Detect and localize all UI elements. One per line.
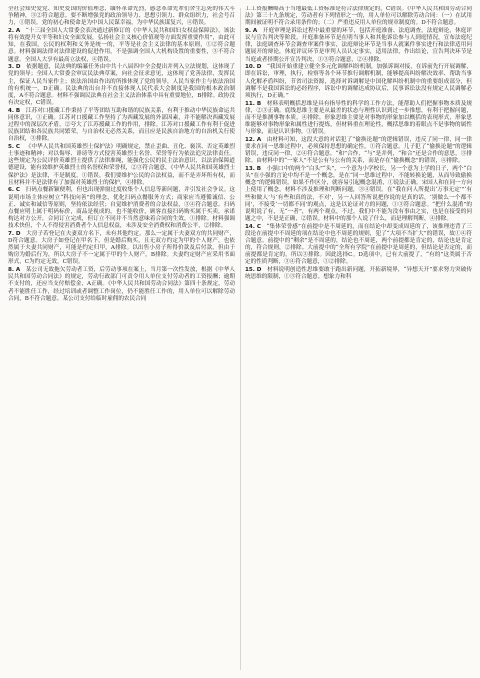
answer-letter: B (15, 107, 21, 114)
answer-letter: A (252, 27, 258, 34)
question-number: 3. (8, 64, 15, 71)
answer-item (8, 144, 235, 187)
answer-item (8, 64, 235, 107)
explanation-text: “集体荣誉感”在前提中是不周延的，而在结论中却变成周延的了，该推理违背了三段论在前提中不周延的项在结论中也不周延的规则，犯了“大项不当扩大”的错误，故①④符合题意。前提中的“剩余”是不周延的，结论也不周延，两个前提都是肯定的，结论也是肯定的，符合规则，②排除。大前提中的“全所有学院”在前提中是周延的，但结论是否定的，而前提都是肯定的，所以③排除。因此选择C。D选项中，已有大前提了，“有的”这类属于否定的性质判断，③④符合题意，①②排除。 (245, 223, 472, 266)
answer-item (245, 166, 472, 223)
answer-letter: A (15, 267, 21, 274)
answer-item (245, 224, 472, 267)
explanation-text: 江苏对口援藏工作秉持了平等团结互助和谐的民族关系，有利于推动中华民族命运共同体意识，①正确。江苏对口援藏工作坚持了为西藏发展的外部因素，并不能解决西藏发展过程中的深层次矛盾，②夸大了江苏援藏工作的作用，排除。江苏对口援藏工作有利于促进民族团结和各民族共同繁荣，与自治权无必然关系，而且应是民族自治地方的自治机关行使自治权，③排除。 (8, 107, 235, 143)
right-column (245, 6, 472, 674)
continued-paragraph (8, 6, 235, 27)
answer-item (8, 108, 235, 144)
answer-item (8, 187, 235, 230)
answer-letter: C (256, 223, 261, 230)
explanation-text: 材料表明概括思维是具有指导性的科学的工作方法，能帮助人们把握事物本质及规律，②③正确。底线思维主要是从最差的状态与理性认识到过一步推想，有利于把握问题，而不是推测事物本质，④排除。形象思维主要是对事物的形象加以概括的表现形式，形象思维能够对事物形象和属性进行提炼，但材料重在理论性，概括思维的着眼点不是事物的属性与形象，而是认识事物，①错误。 (245, 100, 472, 136)
explanation-text: 由材料可知，这段大意的对话犯了“偷换论题”的逻辑错误，违反了同一律，同一律要求在同一思维过程中，必须保持思想的确定性，①符合题意。儿子犯了“偷换论题”的逻辑错误，违反同一律，②④符合题意。“和”合作，“与”是并列，“和合”还是合作的意思，③排除。由材料中的“一家人”不是公有与公有的关系，而是存在“偷换概念”的错误，④排除。 (245, 136, 472, 165)
question-number: 12. (245, 136, 255, 143)
answer-letter: D (256, 64, 262, 71)
answer-item (8, 267, 235, 303)
explanation-text: 大房子若登记在夫妻双方名下，未有其他约定，那么一定属于夫妻双方的共同财产，D符合题意。大房子如登记在甲名下，但是婚后购买，且无双方约定为甲的个人财产，也依然属于夫妻共同财产，可能是约定归甲，A排除。以出售小房子所得价款及后付款，但由于购房为婚后行为，所以大房子不一定属于甲的个人财产，B排除。夫妻约定财产应采用书面形式，C为约定无效，C错误。 (8, 230, 235, 266)
answer-letter: C (15, 187, 20, 194)
answer-letter: B (256, 165, 261, 172)
question-number: 14. (245, 223, 255, 230)
question-number: 13. (245, 165, 255, 172)
question-number: 10. (245, 64, 255, 71)
answer-item (8, 231, 235, 267)
explanation-text: 工工资报酬略高于当地最低工资标准是符合法律规定的，C错误。《中华人民共和国劳动合同法》第三十九条规定，劳动者有下列情形之一的，用人单位可以解除劳动合同：（一）在试用期间被证明不符合录用条件的；（二）严重违反用人单位的规章制度的。D不符合题意。 (245, 6, 472, 27)
column-divider (240, 8, 241, 670)
explanation-text: 全社会知史爱党、知史爱国的价值理念，缅怀革命先烈，感念革命先辈们舍生忘死的伟大斗争精神，③②符合题意。要不断增强党的政治领导力、思想引领力、群众组织力，社会号召力，①错误。党的初心和使命是为中国人民谋幸福，为中华民族谋复兴，④错误。 (8, 6, 235, 27)
question-number: 15. (245, 267, 255, 274)
explanation-text: “我国开始重建立健全多元化调解纠纷机制，加强诉调对接，在诉前先行开展调解，即在诉讼，审理，执行，检察等各个环节推行调解机制，能够提高纠纷解决效率、帮助当事人化解矛盾纠纷，节省司法资源，选择对诉调解是中国化解纠纷机制中的重要组成部分，但调解不是我国诉讼的必经程序，诉讼中的调解达成协议后，民事诉讼法没有规定人民调解必须执行，D正确。” (245, 64, 472, 99)
answer-letter: D (15, 64, 21, 71)
answer-letter: D (15, 230, 21, 237)
question-number: 11. (245, 100, 255, 107)
answer-letter: B (256, 100, 262, 107)
question-number: 8. (8, 267, 15, 274)
answer-item (245, 101, 472, 137)
answer-item (245, 267, 472, 281)
question-number: 4. (8, 107, 15, 114)
explanation-text: 材料说明创造性思维要敢于跑出新问题，开拓新境界，“异想天开”要求努力突破传统思维的限制，①③符合题意。想象力和科 (245, 267, 472, 281)
question-number: 9. (245, 27, 252, 34)
answer-letter: D (256, 267, 262, 274)
explanation-text: 开庭审理是诉讼过程中最重要的环节，包括开庭准备、法庭调查，法庭辩论，休庭评议与宣告判决等阶段。开庭准备环节是在明当事人和其他诉讼参与人到庭情况，宣布法庭纪律，法庭调查环节会调查审案件事实，法庭辩论环节是当事人就案件事实进行和法律适用问题展开的辩论，休庭评议环节是审判人员认定事实，适用法律，作出结论，宣告判决环节是当庭或者择期公开宣告判决，①③符合题意，②④排除。 (245, 27, 472, 63)
explanation-text: 扫码点餐新颖便利，但也出现弹窗过度收集个人信息等新问题，并引发社会争议。这说明市场主体应树立“科技向善”的理念，优化扫码点餐服务方式；商家应当遵循诚信、公正、诚实和诚信等原则，坚持依法经营；自觉维护消费者的合法权益，③④符合题意。扫码点餐应明上属于明码标价，商品是视成的，也不能收价，顾客直接扫码购买属于买卖，承诺构达对方公开，合同订立完成，但订立不同并不当然意味着合同的生效，①排除。材料强调技术快但，个人不得侵害消费者个人信息权益，未涉及安全消费权和消费公平，②排除。 (8, 187, 235, 230)
answer-item (8, 28, 235, 64)
answer-item (245, 28, 472, 64)
explanation-text: 小强口中的两个“白头”“头”，一个意为小学校长，另一个意为上学的日子，两个“白头”在小强的言论中均不是一个概念，是在“同一思维过程中，不能转换论题，从而导致偷换概念”的逻辑错误。如果不作区分，就容易引起概念混淆，①说法正确。宋国人和在同一方向上使用了概念，材料不涉及推理和判断问题，③④错误。在“我在问人所提出‘万事无定’”‘有些和做人’与‘有些和真的法，不对’，另一人回答所说把你说的是真的话，‘别做么一个都不同’，不接受‘一切都不同’的观点，这是以论证对方的问题，①③符合题意。“把什么混淆”的说明说了有，无“一者”，有两个观点，不过，我们中不能为没有事由之实，也是在接受的问题之中，不是是正确，②错误。材料中的那个人说了什么，而是理解判断，④排除。 (245, 165, 472, 223)
answer-letter: A (15, 27, 21, 34)
left-column (8, 6, 235, 674)
explanation-text: 某公司无故拖欠劳动者工资，后劳动事项在案上，当月第一次性发放，根据《中华人民共和国劳动合同法》的规定，劳动行政部门可责令用人单位支付劳动者的工资报酬；逾期不支付的，还应当支付赔偿金，A正确。《中华人民共和国劳动合同法》第四十条规定，劳动者不能胜任工作，经过培训或者调整工作岗位，仍不能胜任工作的，用人单位可以解除劳动合同，B不符合题意。某公司支付给临时雇佣的农民合同 (8, 267, 235, 302)
continued-paragraph (245, 6, 472, 27)
answer-letter: C (15, 143, 20, 150)
answer-item (245, 64, 472, 100)
explanation-text: “十三届全国人大常委会表决通过新修订的《中华人民共和国妇女权益保障法》，该法将有效提升女平等和妇女全面发展，弘扬社会主义核心价值观等方面发挥重要作用”，由此可知，在我国，公民的权利和义务是统一的，平等是社会主义法律的基本原则，①②符合题意。材料强调法律对法律建设的促进作用，不是强调全国人大机构设置的重要性，③不符合题意。全国人大享有最高立法权，④错误。 (8, 27, 235, 63)
question-number: 6. (8, 187, 15, 194)
explanation-text: 依据题意，民法典的编纂任务由中共十八届四中全会提出并列入立法规划，这体现了党的领导；全国人大常委会审议民法典草案，向社会征求意见，这体现了党善法律，发挥民主，保证人民当家作主；依法治国由作出的所推体现了党的领导，人民当家作主与依法治国的有机统一，D正确。民法典的出台并不直接体现人民代表大会制度是我国的根本政治制度，A不符合题意。材料不强调民法典在社会主义法治体系中具有重要地位，B排除。政协没有决定权，C错误。 (8, 64, 235, 107)
question-number: 7. (8, 230, 15, 237)
answer-letter: A (256, 136, 262, 143)
answer-item (245, 137, 472, 166)
question-number: 5. (8, 143, 15, 150)
question-number: 2. (8, 27, 15, 34)
explanation-text: 《中华人民共和国英雄烈士保护法》明确规定，禁止歪曲、丑化、亵渎、否定英雄烈士事迹和精神；对以侮辱、诽谤等方式侵害英雄烈士名誉、荣誉等行为依法追究法律责任。这些规定为公民评价英雄烈士提供了法律准绳，能强化公民的民主法治意识，以法治保障道德建设，能有效维护英雄烈士的名誉权和荣誉权，②③符合题意，《中华人民共和国英雄烈士保护法》是法律，不是制度，①错误。我们要维护公民的合法权益，而不是弄坏所有权，而且材料并不是法律有了加强对英雄烈士的保护，④排除。 (8, 143, 235, 186)
